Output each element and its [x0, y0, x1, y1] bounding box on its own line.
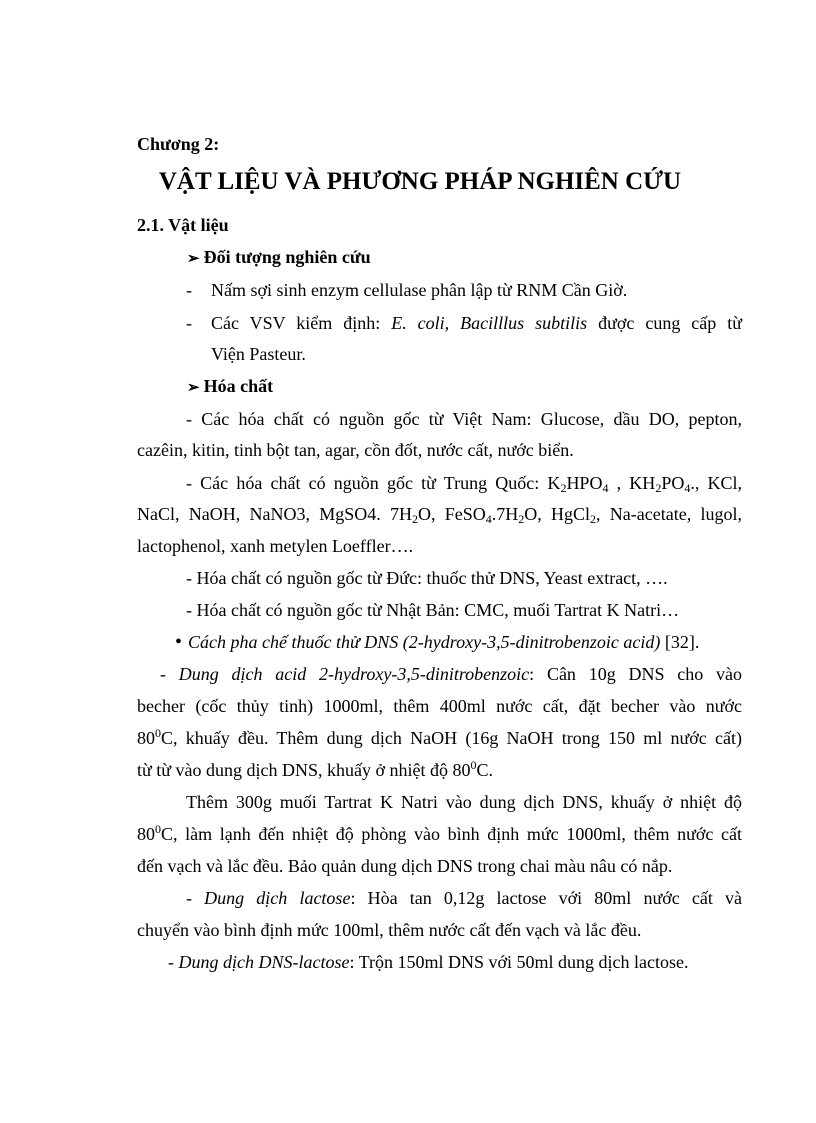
dns-tartrat-line2: $80^0C$, làm lạnh đến nhiệt độ phòng vào bình định mức 1000ml, thêm nước cất: [137, 822, 742, 844]
dns-acid-line2: becher (cốc thủy tinh) 1000ml, thêm 400ml nước cất, đặt becher vào nước: [137, 696, 742, 716]
chapter-label: Chương 2:: [137, 134, 220, 154]
dns-acid-line3: $80^0C$, khuấy đều. Thêm dung dịch NaOH (16g NaOH trong 150 ml nước cất): [137, 726, 742, 748]
dns-tartrat-line3: đến vạch và lắc đều. Bảo quản dung dịch DNS trong chai màu nâu có nắp.: [137, 856, 673, 876]
chem-jp-line: - Hóa chất có nguồn gốc từ Nhật Bản: CMC, muối Tartrat K Natri…: [186, 600, 680, 620]
chem-vn-line1: - Các hóa chất có nguồn gốc từ Việt Nam: Glucose, dầu DO, pepton,: [186, 409, 742, 429]
dash-marker: -: [186, 280, 192, 300]
arrow-bullet-icon: ➢: [187, 380, 200, 396]
subject-item-1: - Nấm sợi sinh enzym cellulase phân lập từ RNM Cần Giờ.: [186, 280, 628, 300]
chem-cn-line2: NaCl, NaOH, NaNO3, MgSO4. $7H_2O$, $FeSO_4.7H_2O$, HgCl$_2$, Na-acetate, lugol,: [137, 504, 742, 526]
dns-method-heading: • Cách pha chế thuốc thử DNS (2-hydroxy-3,5-dinitrobenzoic acid) [32].: [175, 631, 700, 653]
chem-cn-line3: lactophenol, xanh metylen Loeffler….: [137, 536, 414, 556]
dns-mix-line: - Dung dịch DNS-lactose: Trộn 150ml DNS với 50ml dung dịch lactose.: [168, 952, 689, 972]
dns-tartrat-line1: Thêm 300g muối Tartrat K Natri vào dung dịch DNS, khuấy ở nhiệt độ: [186, 792, 742, 812]
chem-cn-line1: - Các hóa chất có nguồn gốc từ Trung Quốc: $K_2HPO_4$ , $KH_2PO_4$., KCl,: [186, 473, 743, 495]
subject-item-2-cont: Viện Pasteur.: [211, 344, 306, 364]
dns-lactose-line2: chuyển vào bình định mức 100ml, thêm nước cất đến vạch và lắc đều.: [137, 920, 642, 940]
chem-vn-line2: cazêin, kitin, tinh bột tan, agar, cồn đốt, nước cất, nước biển.: [137, 440, 574, 460]
chapter-title: VẬT LIỆU VÀ PHƯƠNG PHÁP NGHIÊN CỨU: [158, 168, 682, 195]
arrow-bullet-icon: ➢: [187, 251, 200, 267]
chem-de-line: - Hóa chất có nguồn gốc từ Đức: thuốc thử DNS, Yeast extract, ….: [186, 568, 668, 588]
bullet-dot-icon: •: [175, 631, 183, 653]
chemicals-heading: ➢ Hóa chất: [187, 376, 274, 396]
subject-heading: ➢ Đối tượng nghiên cứu: [187, 247, 371, 267]
dash-marker: -: [186, 313, 192, 333]
section-heading: 2.1. Vật liệu: [137, 215, 229, 235]
dns-acid-line1: - Dung dịch acid 2-hydroxy-3,5-dinitrobenzoic: Cân 10g DNS cho vào: [160, 664, 743, 684]
subject-item-2: - Các VSV kiểm định: E. coli, Bacilllus subtilis được cung cấp từ: [186, 313, 742, 333]
dns-acid-line4: từ từ vào dung dịch DNS, khuấy ở nhiệt độ $80^0C$.: [137, 758, 494, 780]
dns-lactose-line1: - Dung dịch lactose: Hòa tan 0,12g lactose với 80ml nước cất và: [186, 888, 742, 908]
